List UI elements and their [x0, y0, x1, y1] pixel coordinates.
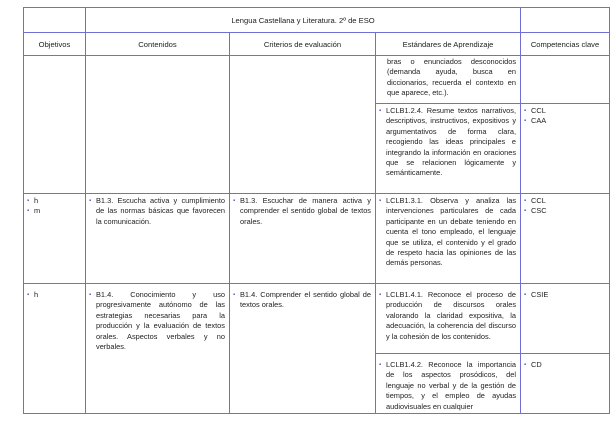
competencia-item: CSC	[531, 206, 547, 216]
competencias-cell	[521, 284, 610, 354]
contenido-text: B1.4. Conocimiento y uso progresivamente autónomo de las estrategias necesarias para la producción y la evaluación de textos orales. Aspectos verbales y no verbales.	[96, 290, 225, 352]
header-contenidos: Contenidos	[86, 33, 230, 56]
curriculum-table	[23, 7, 610, 414]
objetivo-item: h	[34, 290, 39, 299]
contenidos-cell	[86, 284, 230, 414]
competencia-item: CD	[531, 360, 542, 369]
header-criterios: Criterios de evaluación	[230, 33, 376, 56]
bullet-icon: ▪	[233, 292, 236, 298]
table-row	[24, 284, 610, 354]
competencia-item: CSIE	[531, 290, 549, 299]
objetivos-cell	[24, 56, 86, 194]
criterios-cell	[230, 56, 376, 194]
table-row	[24, 56, 610, 104]
competencias-cell	[521, 56, 610, 104]
competencias-cell	[521, 354, 610, 414]
table-row	[24, 194, 610, 284]
estandar-text: LCLB1.4.2. Reconoce la importancia de los aspectos prosódicos, del lenguaje no verbal y de la gestión de tiempos, y el empleo de ayudas audiovisuales en cualquier	[386, 360, 517, 411]
estandares-cell	[376, 56, 521, 104]
bullet-icon: ▪	[89, 198, 92, 204]
title-spacer-cell	[521, 8, 610, 33]
contenidos-cell	[86, 56, 230, 194]
bullet-icon: ▪	[524, 292, 527, 298]
competencia-item: CCL	[531, 106, 546, 115]
header-row	[24, 33, 610, 56]
bullet-icon: ▪	[379, 362, 382, 368]
criterios-cell	[230, 194, 376, 284]
bullet-icon: ▪	[89, 292, 92, 298]
estandar-text: LCLB1.2.4. Resume textos narrativos, descriptivos, instructivos, expositivos y argumentativos de forma clara, recogiendo las ideas principales e integrando la información en oraciones que se relacionen lógicamente y semánticamente.	[386, 106, 517, 178]
bullet-icon: ▪	[233, 198, 236, 204]
bullet-icon: ▪	[379, 292, 382, 298]
objetivos-cell	[24, 284, 86, 414]
bullet-icon: ▪	[379, 198, 382, 204]
bullet-icon: ▪	[379, 108, 382, 114]
competencias-cell	[521, 104, 610, 194]
bullet-icon: ▪	[524, 118, 527, 125]
title-row	[24, 8, 610, 33]
estandares-cell	[376, 194, 521, 284]
table-title: Lengua Castellana y Literatura. 2º de ESO	[86, 8, 521, 33]
bullet-icon: ▪	[524, 208, 527, 215]
estandar-text: LCLB1.4.1. Reconoce el proceso de producción de discursos orales valorando la claridad expositiva, la adecuación, la coherencia del discurso y la cohesión de los contenidos.	[386, 290, 517, 341]
contenidos-cell	[86, 194, 230, 284]
bullet-icon: ▪	[524, 198, 527, 204]
objetivo-item: m	[34, 206, 41, 216]
estandares-cell	[376, 284, 521, 354]
bullet-icon: ▪	[27, 208, 30, 215]
bullet-icon: ▪	[524, 108, 527, 114]
estandares-cell	[376, 104, 521, 194]
bullet-icon: ▪	[524, 362, 527, 368]
header-competencias: Competencias clave	[521, 33, 610, 56]
contenido-text: B1.3. Escucha activa y cumplimiento de las normas básicas que favorecen la comunicación.	[96, 196, 225, 226]
competencias-cell	[521, 194, 610, 284]
competencia-item: CCL	[531, 196, 546, 205]
objetivos-cell	[24, 194, 86, 284]
header-estandares: Estándares de Aprendizaje	[376, 33, 521, 56]
bullet-icon: ▪	[27, 292, 30, 298]
criterio-text: B1.4. Comprender el sentido global de textos orales.	[240, 290, 371, 310]
estandar-text: LCLB1.3.1. Observa y analiza las intervenciones particulares de cada participante en un debate teniendo en cuenta el tono empleado, el lenguaje que se utiliza, el contenido y el grado de respeto hacia las opiniones de las demás personas.	[386, 196, 517, 268]
criterios-cell	[230, 284, 376, 414]
objetivo-item: h	[34, 196, 39, 205]
title-spacer-cell	[24, 8, 86, 33]
bullet-icon: ▪	[27, 198, 30, 204]
header-objetivos: Objetivos	[24, 33, 86, 56]
estandares-cell	[376, 354, 521, 414]
competencia-item: CAA	[531, 116, 547, 126]
criterio-text: B1.3. Escuchar de manera activa y comprender el sentido global de textos orales.	[240, 196, 371, 226]
estandar-continuation: bras o enunciados desconocidos (demanda ayuda, busca en diccionarios, recuerda el contexto en que aparece, etc.).	[387, 57, 517, 98]
